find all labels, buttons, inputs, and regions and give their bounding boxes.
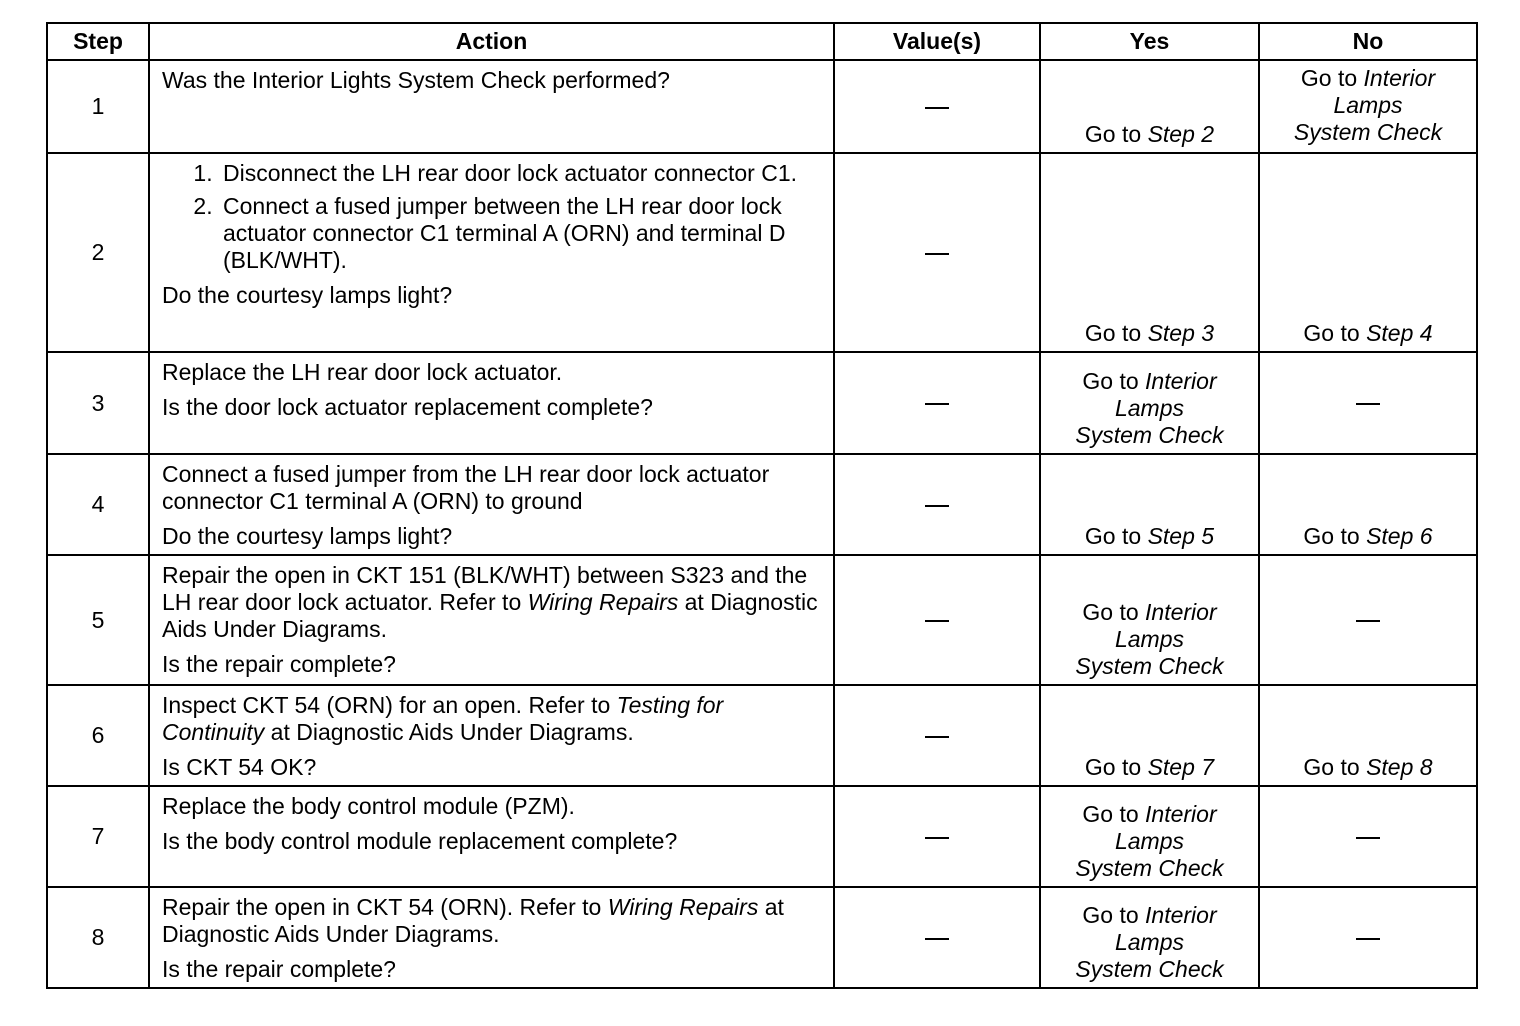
action-text: Is CKT 54 OK? — [162, 754, 317, 780]
header-row — [47, 23, 1477, 60]
yes-goto-target-part: System Check — [1075, 855, 1224, 881]
diagnostic-table — [46, 22, 1478, 989]
yes-cell — [1040, 555, 1259, 685]
table-row — [47, 454, 1477, 555]
table-row — [47, 352, 1477, 454]
yes-goto-link[interactable] — [1085, 523, 1214, 549]
action-substep: 2. Connect a fused jumper between the LH rear door lock actuator connector C1 terminal A (ORN) and terminal D (BLK/WHT). — [219, 193, 821, 274]
action-cell — [149, 786, 834, 887]
no-cell — [1259, 352, 1477, 454]
yes-goto-prefix: Go to — [1082, 368, 1146, 394]
action-cell — [149, 685, 834, 786]
table-row — [47, 786, 1477, 887]
action-text: Is the repair complete? — [162, 956, 396, 982]
yes-goto-target: Step 5 — [1147, 523, 1215, 549]
step-number: 1 — [47, 60, 149, 153]
yes-goto-link[interactable] — [1053, 599, 1246, 680]
action-text — [162, 692, 821, 746]
action-text-part: at Diagnostic Aids Under Diagrams. — [162, 589, 818, 642]
yes-goto-target-part: System Check — [1075, 653, 1224, 679]
yes-goto-line — [1053, 599, 1246, 626]
no-dash — [1356, 620, 1380, 622]
no-dash — [1356, 938, 1380, 940]
value-dash — [925, 837, 949, 839]
no-goto-link[interactable] — [1272, 65, 1464, 146]
action-text-part: Repair the open in CKT 151 (BLK/WHT) between S323 and the LH rear door lock actuator. Refer to — [162, 562, 808, 615]
yes-goto-prefix: Go to — [1084, 754, 1148, 780]
value-cell — [834, 555, 1040, 685]
yes-cell — [1040, 352, 1259, 454]
yes-goto-line — [1053, 902, 1246, 929]
yes-cell — [1040, 153, 1259, 352]
action-cell — [149, 352, 834, 454]
no-goto-link[interactable] — [1303, 754, 1432, 780]
action-text-part: Repair the open in CKT 54 (ORN). Refer to — [162, 894, 608, 920]
action-text-part: at Diagnostic Aids Under Diagrams. — [162, 894, 784, 947]
yes-cell — [1040, 685, 1259, 786]
action-reference: Wiring Repairs — [607, 894, 759, 920]
table-row — [47, 555, 1477, 685]
value-cell — [834, 60, 1040, 153]
no-dash — [1356, 837, 1380, 839]
action-text: Is the repair complete? — [162, 651, 396, 677]
yes-goto-link[interactable] — [1053, 368, 1246, 449]
action-text: Do the courtesy lamps light? — [162, 523, 453, 549]
action-text: Was the Interior Lights System Check performed? — [162, 67, 670, 93]
yes-goto-target: Step 2 — [1147, 121, 1215, 147]
value-cell — [834, 153, 1040, 352]
no-goto-target: Step 8 — [1366, 754, 1433, 780]
action-text — [162, 894, 821, 948]
yes-cell — [1040, 60, 1259, 153]
action-text — [162, 562, 821, 643]
yes-goto-link[interactable] — [1085, 121, 1214, 147]
header-values: Value(s) — [834, 23, 1040, 60]
value-dash — [925, 107, 949, 109]
yes-goto-target-part: Interior — [1145, 599, 1217, 625]
yes-goto-target-part: System Check — [1075, 956, 1224, 982]
step-number: 5 — [47, 555, 149, 685]
yes-goto-target: Step 7 — [1147, 754, 1215, 780]
action-text-part: at Diagnostic Aids Under Diagrams. — [264, 719, 634, 745]
header-step: Step — [47, 23, 149, 60]
no-cell — [1259, 685, 1477, 786]
yes-cell — [1040, 887, 1259, 988]
value-dash — [925, 505, 949, 507]
no-goto-prefix: Go to — [1300, 65, 1364, 91]
no-goto-target-part: Interior — [1363, 65, 1436, 91]
header-no: No — [1259, 23, 1477, 60]
no-goto-link[interactable] — [1303, 523, 1432, 549]
value-dash — [925, 403, 949, 405]
no-goto-target: Step 6 — [1366, 523, 1433, 549]
yes-goto-link[interactable] — [1053, 801, 1246, 882]
action-cell — [149, 887, 834, 988]
no-goto-target-part: Lamps — [1333, 92, 1403, 118]
action-text: Replace the body control module (PZM). — [162, 793, 575, 819]
value-cell — [834, 352, 1040, 454]
action-cell — [149, 153, 834, 352]
yes-goto-prefix: Go to — [1084, 121, 1148, 147]
yes-goto-target-part: Lamps — [1114, 626, 1185, 652]
no-goto-prefix: Go to — [1303, 754, 1367, 780]
no-goto-prefix: Go to — [1303, 320, 1367, 346]
value-dash — [925, 736, 949, 738]
header-action: Action — [149, 23, 834, 60]
no-cell — [1259, 60, 1477, 153]
yes-goto-prefix: Go to — [1084, 523, 1148, 549]
yes-goto-target: Step 3 — [1147, 320, 1215, 346]
step-number: 7 — [47, 786, 149, 887]
yes-goto-target-part: Interior — [1145, 801, 1217, 827]
no-cell — [1259, 887, 1477, 988]
value-cell — [834, 454, 1040, 555]
no-goto-link[interactable] — [1303, 320, 1432, 346]
yes-cell — [1040, 454, 1259, 555]
action-text: Replace the LH rear door lock actuator. — [162, 359, 563, 385]
value-dash — [925, 253, 949, 255]
step-number: 3 — [47, 352, 149, 454]
value-dash — [925, 938, 949, 940]
yes-goto-target-part: Interior — [1145, 902, 1217, 928]
yes-goto-target-part: System Check — [1075, 422, 1224, 448]
action-text: Is the door lock actuator replacement complete? — [162, 394, 653, 420]
yes-goto-line — [1053, 368, 1246, 395]
no-dash — [1356, 403, 1380, 405]
table-row — [47, 887, 1477, 988]
yes-goto-line — [1053, 801, 1246, 828]
step-number: 2 — [47, 153, 149, 352]
action-cell — [149, 60, 834, 153]
yes-goto-target-part: Lamps — [1114, 395, 1185, 421]
action-cell — [149, 555, 834, 685]
no-goto-line — [1272, 65, 1464, 92]
yes-goto-prefix: Go to — [1082, 801, 1146, 827]
yes-goto-prefix: Go to — [1082, 599, 1146, 625]
step-number: 6 — [47, 685, 149, 786]
table-body — [47, 60, 1477, 988]
yes-goto-link[interactable] — [1053, 902, 1246, 983]
no-cell — [1259, 786, 1477, 887]
value-cell — [834, 685, 1040, 786]
step-number: 4 — [47, 454, 149, 555]
value-cell — [834, 786, 1040, 887]
no-goto-target-part: System Check — [1293, 119, 1443, 145]
header-yes: Yes — [1040, 23, 1259, 60]
yes-goto-target-part: Lamps — [1114, 929, 1185, 955]
yes-goto-link[interactable] — [1085, 320, 1214, 346]
action-text-part: Inspect CKT 54 (ORN) for an open. Refer to — [162, 692, 617, 718]
yes-goto-link[interactable] — [1085, 754, 1214, 780]
action-substep: 1. Disconnect the LH rear door lock actuator connector C1. — [219, 160, 821, 187]
no-cell — [1259, 555, 1477, 685]
value-dash — [925, 620, 949, 622]
no-goto-target: Step 4 — [1366, 320, 1433, 346]
table-row — [47, 153, 1477, 352]
no-cell — [1259, 153, 1477, 352]
yes-goto-target-part: Interior — [1145, 368, 1217, 394]
table-row — [47, 685, 1477, 786]
action-text: Is the body control module replacement complete? — [162, 828, 678, 854]
yes-goto-prefix: Go to — [1084, 320, 1148, 346]
table-row — [47, 60, 1477, 153]
action-reference: Testing for Continuity — [162, 692, 724, 745]
step-number: 8 — [47, 887, 149, 988]
no-goto-prefix: Go to — [1303, 523, 1367, 549]
yes-goto-prefix: Go to — [1082, 902, 1146, 928]
action-reference: Wiring Repairs — [527, 589, 679, 615]
action-text: Connect a fused jumper from the LH rear door lock actuator connector C1 terminal A (ORN) to ground — [162, 461, 770, 514]
action-cell — [149, 454, 834, 555]
action-text: Do the courtesy lamps light? — [162, 282, 453, 308]
yes-cell — [1040, 786, 1259, 887]
no-cell — [1259, 454, 1477, 555]
value-cell — [834, 887, 1040, 988]
action-substeps — [162, 160, 821, 274]
yes-goto-target-part: Lamps — [1114, 828, 1185, 854]
